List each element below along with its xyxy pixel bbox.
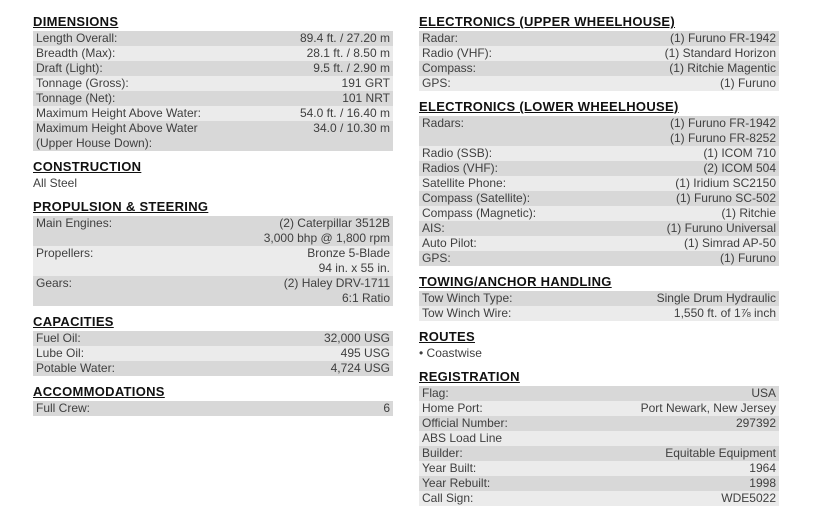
spec-row bbox=[33, 106, 393, 121]
spec-label: GPS: bbox=[422, 76, 451, 90]
spec-column-left bbox=[33, 15, 393, 425]
spec-value: WDE5022 bbox=[721, 491, 776, 505]
spec-value: 32,000 USG bbox=[323, 331, 390, 345]
spec-label: Breadth (Max): bbox=[36, 46, 116, 60]
spec-value: 101 NRT bbox=[342, 91, 390, 105]
spec-label: Tonnage (Gross): bbox=[36, 76, 129, 90]
spec-row bbox=[419, 236, 779, 251]
spec-label: Gears: bbox=[36, 276, 73, 290]
spec-row bbox=[419, 476, 779, 491]
spec-value: (1) Ritchie bbox=[721, 206, 776, 220]
spec-row bbox=[419, 161, 779, 176]
section-routes bbox=[419, 330, 779, 361]
spec-row bbox=[419, 221, 779, 236]
spec-label: Radar: bbox=[422, 31, 459, 45]
spec-label: Auto Pilot: bbox=[422, 236, 477, 250]
spec-row bbox=[419, 76, 779, 91]
spec-value: (2) Haley DRV-1711 6:1 Ratio bbox=[283, 276, 390, 305]
section-heading: ACCOMMODATIONS bbox=[33, 384, 165, 399]
section-heading: REGISTRATION bbox=[419, 369, 520, 384]
spec-value: (1) Simrad AP-50 bbox=[683, 236, 776, 250]
spec-row bbox=[419, 116, 779, 146]
spec-label: Full Crew: bbox=[36, 401, 91, 415]
section-capacities bbox=[33, 315, 393, 376]
spec-label: Compass: bbox=[422, 61, 477, 75]
spec-row bbox=[33, 31, 393, 46]
spec-label: Compass (Satellite): bbox=[422, 191, 531, 205]
spec-label: Maximum Height Above Water (Upper House Down): bbox=[36, 121, 198, 150]
spec-label: Length Overall: bbox=[36, 31, 118, 45]
spec-label: Radio (SSB): bbox=[422, 146, 493, 160]
spec-label: Tonnage (Net): bbox=[36, 91, 116, 105]
spec-value: (2) Caterpillar 3512B 3,000 bhp @ 1,800 rpm bbox=[263, 216, 390, 245]
spec-value: 1998 bbox=[749, 476, 776, 490]
spec-label: AIS: bbox=[422, 221, 445, 235]
spec-label: Official Number: bbox=[422, 416, 508, 430]
spec-row bbox=[33, 46, 393, 61]
spec-value: 4,724 USG bbox=[330, 361, 390, 375]
spec-label: Call Sign: bbox=[422, 491, 474, 505]
spec-label: Draft (Light): bbox=[36, 61, 103, 75]
spec-row bbox=[419, 416, 779, 431]
spec-row bbox=[33, 76, 393, 91]
spec-value: Equitable Equipment bbox=[665, 446, 776, 460]
spec-label: Propellers: bbox=[36, 246, 94, 260]
section-heading: TOWING/ANCHOR HANDLING bbox=[419, 274, 612, 289]
spec-value: Port Newark, New Jersey bbox=[640, 401, 776, 415]
section-accommodations bbox=[33, 385, 393, 416]
spec-row bbox=[419, 401, 779, 416]
spec-row bbox=[419, 491, 779, 506]
spec-label: Main Engines: bbox=[36, 216, 113, 230]
section-heading: ELECTRONICS (UPPER WHEELHOUSE) bbox=[419, 14, 676, 29]
spec-label: Radios (VHF): bbox=[422, 161, 499, 175]
spec-label: GPS: bbox=[422, 251, 451, 265]
spec-value: 54.0 ft. / 16.40 m bbox=[299, 106, 390, 120]
spec-row bbox=[419, 191, 779, 206]
spec-row bbox=[33, 401, 393, 416]
spec-label: Radio (VHF): bbox=[422, 46, 493, 60]
spec-row bbox=[419, 446, 779, 461]
spec-row bbox=[419, 176, 779, 191]
section-propulsion-steering bbox=[33, 200, 393, 306]
spec-row bbox=[33, 331, 393, 346]
spec-label: Year Rebuilt: bbox=[422, 476, 491, 490]
spec-label: Flag: bbox=[422, 386, 449, 400]
spec-row bbox=[419, 291, 779, 306]
spec-label: Potable Water: bbox=[36, 361, 115, 375]
spec-value: 297392 bbox=[735, 416, 776, 430]
spec-value: (1) Iridium SC2150 bbox=[675, 176, 776, 190]
spec-value: (1) Furuno bbox=[719, 251, 776, 265]
spec-row bbox=[419, 31, 779, 46]
spec-row bbox=[33, 91, 393, 106]
spec-row bbox=[419, 61, 779, 76]
spec-row bbox=[419, 46, 779, 61]
spec-value: (1) Furuno FR-1942 (1) Furuno FR-8252 bbox=[669, 116, 776, 145]
spec-row bbox=[419, 251, 779, 266]
spec-label: Builder: bbox=[422, 446, 463, 460]
spec-value: (1) Ritchie Magentic bbox=[669, 61, 776, 75]
section-heading: ELECTRONICS (LOWER WHEELHOUSE) bbox=[419, 99, 679, 114]
spec-value: 1964 bbox=[749, 461, 776, 475]
spec-row bbox=[33, 346, 393, 361]
section-heading: PROPULSION & STEERING bbox=[33, 199, 209, 214]
spec-label: Home Port: bbox=[422, 401, 483, 415]
spec-value: 89.4 ft. / 27.20 m bbox=[299, 31, 390, 45]
spec-column-right bbox=[419, 15, 779, 515]
spec-row bbox=[419, 206, 779, 221]
plain-text-line: All Steel bbox=[33, 176, 78, 190]
spec-row bbox=[33, 121, 393, 151]
spec-value: (1) Furuno SC-502 bbox=[675, 191, 776, 205]
spec-row bbox=[419, 386, 779, 401]
section-heading: ROUTES bbox=[419, 329, 475, 344]
spec-value: (1) ICOM 710 bbox=[703, 146, 776, 160]
spec-value: 9.5 ft. / 2.90 m bbox=[313, 61, 390, 75]
spec-label: Radars: bbox=[422, 116, 465, 130]
spec-label: Satellite Phone: bbox=[422, 176, 507, 190]
spec-label: ABS Load Line bbox=[422, 431, 503, 445]
spec-label: Tow Winch Type: bbox=[422, 291, 513, 305]
spec-row bbox=[33, 61, 393, 76]
spec-value: 191 GRT bbox=[341, 76, 390, 90]
section-dimensions bbox=[33, 15, 393, 151]
section-heading: DIMENSIONS bbox=[33, 14, 119, 29]
spec-row bbox=[33, 216, 393, 246]
spec-label: Lube Oil: bbox=[36, 346, 85, 360]
spec-value: Bronze 5-Blade 94 in. x 55 in. bbox=[307, 246, 390, 275]
spec-value: (2) ICOM 504 bbox=[703, 161, 776, 175]
spec-row bbox=[419, 146, 779, 161]
spec-label: Fuel Oil: bbox=[36, 331, 81, 345]
spec-row bbox=[419, 431, 779, 446]
spec-value: (1) Furuno bbox=[719, 76, 776, 90]
section-electronics-upper-wheelhouse bbox=[419, 15, 779, 91]
spec-value: (1) Standard Horizon bbox=[664, 46, 776, 60]
spec-row bbox=[419, 306, 779, 321]
spec-value: Single Drum Hydraulic bbox=[656, 291, 776, 305]
section-towing-anchor-handling bbox=[419, 275, 779, 321]
spec-label: Year Built: bbox=[422, 461, 477, 475]
section-heading: CAPACITIES bbox=[33, 314, 114, 329]
spec-value: USA bbox=[751, 386, 776, 400]
section-heading: CONSTRUCTION bbox=[33, 159, 142, 174]
spec-row bbox=[419, 461, 779, 476]
spec-label: Compass (Magnetic): bbox=[422, 206, 537, 220]
spec-label: Maximum Height Above Water: bbox=[36, 106, 201, 120]
spec-value: 1,550 ft. of 1⅞ inch bbox=[673, 306, 776, 320]
spec-row bbox=[33, 276, 393, 306]
spec-label: Tow Winch Wire: bbox=[422, 306, 512, 320]
spec-value: 28.1 ft. / 8.50 m bbox=[306, 46, 390, 60]
spec-value: (1) Furuno Universal bbox=[666, 221, 776, 235]
spec-row bbox=[33, 361, 393, 376]
spec-value: 495 USG bbox=[340, 346, 390, 360]
section-registration bbox=[419, 370, 779, 506]
plain-text-line: • Coastwise bbox=[419, 346, 482, 360]
spec-value: 6 bbox=[383, 401, 390, 415]
section-electronics-lower-wheelhouse bbox=[419, 100, 779, 266]
section-construction bbox=[33, 160, 393, 191]
spec-row bbox=[33, 246, 393, 276]
spec-value: 34.0 / 10.30 m bbox=[313, 121, 390, 135]
spec-value: (1) Furuno FR-1942 bbox=[669, 31, 776, 45]
